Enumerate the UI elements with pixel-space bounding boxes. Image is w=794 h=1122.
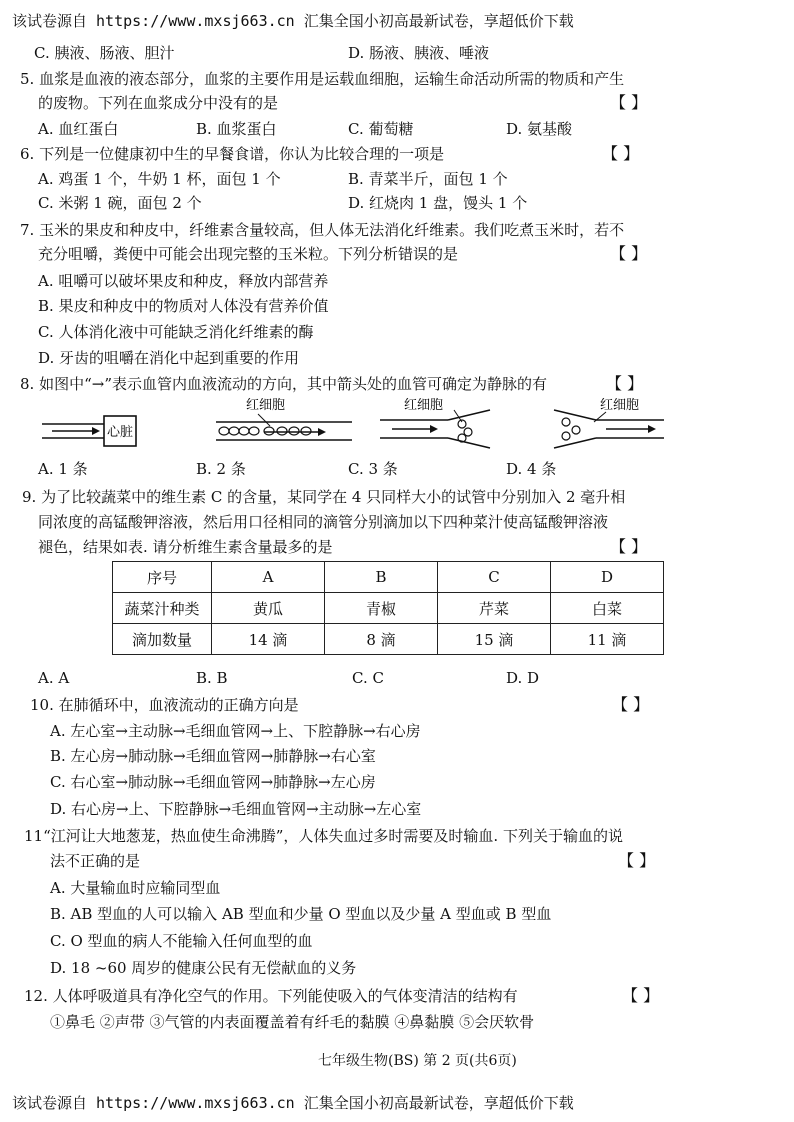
- source-footer: 该试卷源自 https://www.mxsj663.cn 汇集全国小初高最新试卷，享超低价下载: [12, 1094, 574, 1112]
- q5-option-c: C. 葡萄糖: [348, 120, 414, 138]
- flow-arrow-head: [92, 427, 100, 435]
- source-header: 该试卷源自 https://www.mxsj663.cn 汇集全国小初高最新试卷，享超低价下载: [12, 12, 574, 30]
- red-blood-cells: [562, 418, 580, 440]
- page-info: 七年级生物(BS) 第 2 页(共6页): [318, 1053, 517, 1069]
- table-cell: 序号: [113, 562, 212, 593]
- red-blood-cells: [219, 427, 311, 435]
- q10-stem: 10. 在肺循环中，血液流动的正确方向是: [30, 696, 299, 714]
- q7-option-d: D. 牙齿的咀嚼在消化中起到重要的作用: [38, 349, 300, 367]
- q11-option-d: D. 18 ~60 周岁的健康公民有无偿献血的义务: [50, 959, 357, 977]
- q5-option-b: B. 血浆蛋白: [196, 120, 277, 138]
- q5-stem-line1: 5. 血浆是血液的液态部分，血浆的主要作用是运载血细胞，运输生命活动所需的物质和产生: [20, 70, 625, 88]
- vessel-diagram-converging: [548, 396, 668, 452]
- table-cell: 15 滴: [438, 624, 551, 655]
- flow-arrow-head: [318, 428, 326, 436]
- q10-option-c: C. 右心室→肺动脉→毛细血管网→肺静脉→左心房: [50, 773, 376, 791]
- q10-option-a: A. 左心室→主动脉→毛细血管网→上、下腔静脉→右心房: [50, 722, 421, 740]
- q7-stem-line2: 充分咀嚼，粪便中可能会出现完整的玉米粒。下列分析错误的是: [38, 245, 459, 263]
- vessel-diagram-branching: [378, 396, 498, 452]
- q11-option-c: C. O 型血的病人不能输入任何血型的血: [50, 932, 313, 950]
- table-cell: 14 滴: [212, 624, 325, 655]
- q8-option-a: A. 1 条: [38, 460, 88, 478]
- q12-answer-bracket: 【 】: [622, 986, 660, 1005]
- q6-answer-bracket: 【 】: [602, 144, 640, 163]
- q8-answer-bracket: 【 】: [606, 374, 644, 393]
- q11-option-b: B. AB 型血的人可以输入 AB 型血和少量 O 型血以及少量 A 型血或 B 型血: [50, 905, 552, 923]
- vegetable-juice-table: [112, 561, 664, 655]
- q6-option-d: D. 红烧肉 1 盘，馒头 1 个: [348, 194, 528, 212]
- table-cell: B: [325, 562, 438, 593]
- rbc-label: 红细胞: [404, 398, 444, 413]
- q8-option-c: C. 3 条: [348, 460, 398, 478]
- q8-stem: 8. 如图中“→”表示血管内血液流动的方向，其中箭头处的血管可确定为静脉的有: [20, 375, 547, 393]
- q10-option-b: B. 左心房→肺动脉→毛细血管网→肺静脉→右心室: [50, 747, 376, 765]
- q9-stem-line2: 同浓度的高锰酸钾溶液，然后用口径相同的滴管分别滴加以下四种菜汁使高锰酸钾溶液: [38, 513, 609, 531]
- table-cell: 滴加数量: [113, 624, 212, 655]
- q11-option-a: A. 大量输血时应输同型血: [50, 879, 221, 897]
- q8-option-b: B. 2 条: [196, 460, 246, 478]
- label-pointer: [258, 414, 270, 426]
- branch-upper: [554, 410, 596, 420]
- q4-option-d: D. 肠液、胰液、唾液: [348, 44, 490, 62]
- q9-answer-bracket: 【 】: [610, 537, 648, 556]
- table-cell: 白菜: [551, 593, 664, 624]
- red-blood-cells: [458, 420, 472, 442]
- q6-option-c: C. 米粥 1 碗，面包 2 个: [38, 194, 202, 212]
- table-cell: 8 滴: [325, 624, 438, 655]
- q5-option-d: D. 氨基酸: [506, 120, 573, 138]
- q12-options: ①鼻毛 ②声带 ③气管的内表面覆盖着有纤毛的黏膜 ④鼻黏膜 ⑤会厌软骨: [50, 1013, 535, 1031]
- q9-option-a: A. A: [38, 669, 70, 687]
- q8-option-d: D. 4 条: [506, 460, 557, 478]
- q9-option-c: C. C: [352, 669, 384, 687]
- table-cell: A: [212, 562, 325, 593]
- rbc-label: 红细胞: [600, 398, 640, 413]
- branch-lower: [448, 438, 490, 448]
- q7-option-c: C. 人体消化液中可能缺乏消化纤维素的酶: [38, 323, 314, 341]
- flow-arrow-head: [648, 425, 656, 433]
- q5-stem-line2: 的废物。下列在血浆成分中没有的是: [38, 94, 279, 112]
- table-row: [113, 562, 664, 593]
- table-cell: 11 滴: [551, 624, 664, 655]
- q11-stem-line2: 法不正确的是: [50, 852, 141, 870]
- table-row: [113, 593, 664, 624]
- vessel-diagram-capillary: [214, 396, 354, 446]
- q5-option-a: A. 血红蛋白: [38, 120, 119, 138]
- vessel-diagram-heart: [40, 412, 140, 448]
- q10-option-d: D. 右心房→上、下腔静脉→毛细血管网→主动脉→左心室: [50, 800, 422, 818]
- q9-option-b: B. B: [196, 669, 228, 687]
- q11-stem-line1: 11“江河让大地葱茏，热血使生命沸腾”，人体失血过多时需要及时输血. 下列关于输血的说: [24, 827, 623, 845]
- branch-upper: [448, 410, 490, 420]
- q7-option-b: B. 果皮和种皮中的物质对人体没有营养价值: [38, 297, 329, 315]
- heart-label: 心脏: [106, 425, 134, 440]
- table-cell: D: [551, 562, 664, 593]
- q5-answer-bracket: 【 】: [610, 93, 648, 112]
- q7-answer-bracket: 【 】: [610, 244, 648, 263]
- q10-answer-bracket: 【 】: [612, 695, 650, 714]
- q11-answer-bracket: 【 】: [618, 851, 656, 870]
- table-row: [113, 624, 664, 655]
- q9-option-d: D. D: [506, 669, 540, 687]
- table-cell: C: [438, 562, 551, 593]
- branch-lower: [554, 438, 596, 448]
- q7-option-a: A. 咀嚼可以破坏果皮和种皮，释放内部营养: [38, 272, 329, 290]
- flow-arrow-head: [430, 425, 438, 433]
- table-cell: 芹菜: [438, 593, 551, 624]
- rbc-label: 红细胞: [246, 398, 286, 413]
- q7-stem-line1: 7. 玉米的果皮和种皮中，纤维素含量较高，但人体无法消化纤维素。我们吃煮玉米时，若不: [20, 221, 625, 239]
- q9-stem-line3: 褪色，结果如表. 请分析维生素含量最多的是: [38, 538, 333, 556]
- q9-stem-line1: 9. 为了比较蔬菜中的维生素 C 的含量，某同学在 4 只同样大小的试管中分别加入 2 毫升相: [22, 488, 626, 506]
- q6-stem: 6. 下列是一位健康初中生的早餐食谱，你认为比较合理的一项是: [20, 145, 445, 163]
- q12-stem: 12. 人体呼吸道具有净化空气的作用。下列能使吸入的气体变清洁的结构有: [24, 987, 518, 1005]
- table-cell: 青椒: [325, 593, 438, 624]
- q4-option-c: C. 胰液、肠液、胆汁: [34, 44, 175, 62]
- table-cell: 蔬菜汁种类: [113, 593, 212, 624]
- q6-option-b: B. 青菜半斤，面包 1 个: [348, 170, 508, 188]
- table-cell: 黄瓜: [212, 593, 325, 624]
- q6-option-a: A. 鸡蛋 1 个，牛奶 1 杯，面包 1 个: [38, 170, 281, 188]
